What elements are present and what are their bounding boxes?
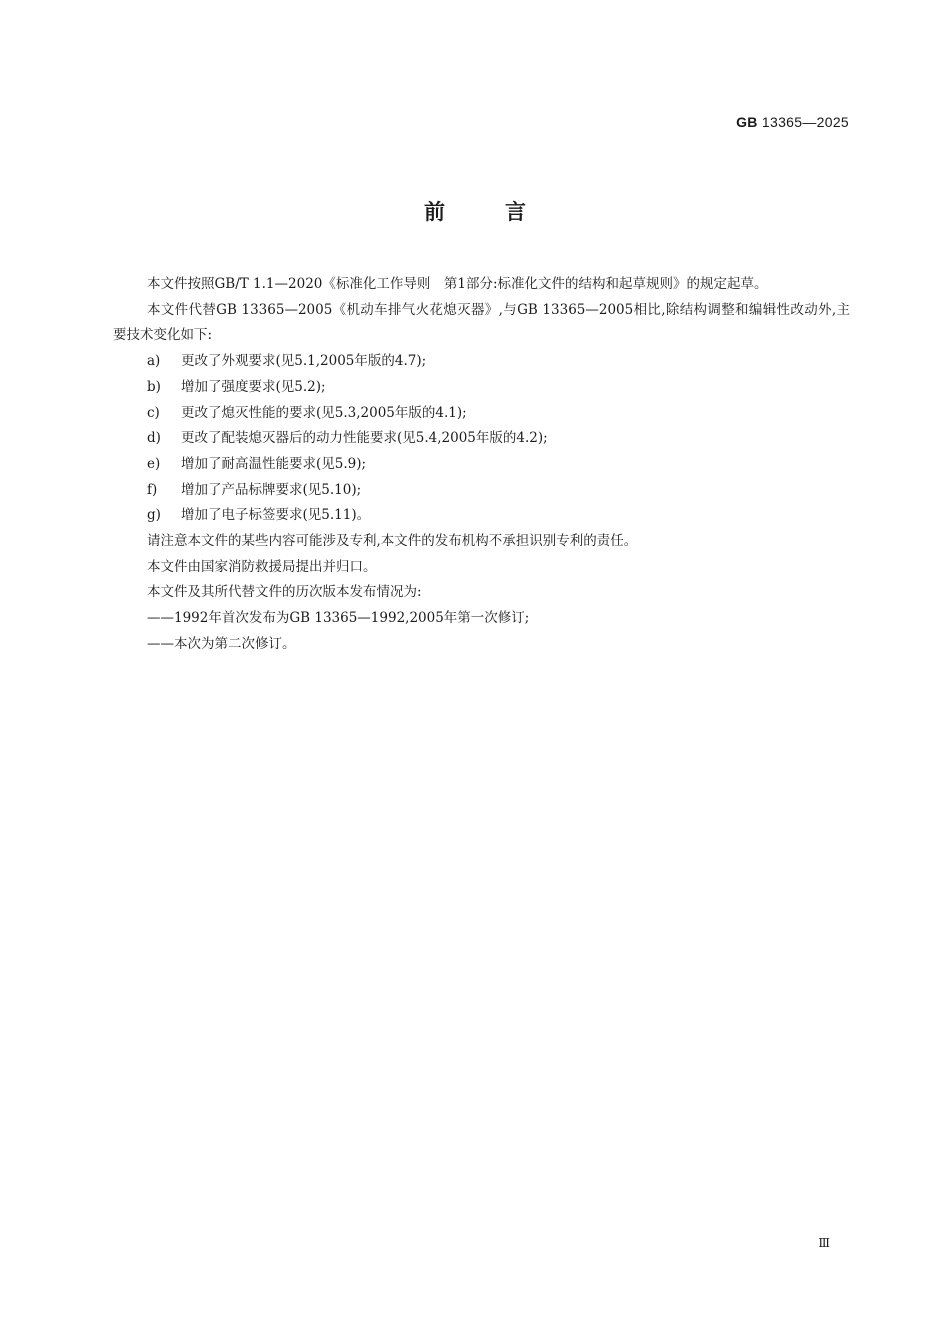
list-marker: e): [147, 455, 161, 472]
page-number: Ⅲ: [818, 1236, 830, 1250]
list-item: [113, 478, 850, 504]
list-marker: b): [147, 378, 161, 395]
list-item-text: 增加了耐高温性能要求(见5.9);: [181, 455, 367, 472]
list-marker: c): [147, 404, 160, 421]
paragraph-replacement: 本文件代替GB 13365—2005《机动车排气火花熄灭器》,与GB 13365—2005相比,除结构调整和编辑性改动外,主要技术变化如下:: [113, 301, 850, 344]
list-item-text: 更改了外观要求(见5.1,2005年版的4.7);: [181, 353, 427, 370]
paragraph-history-intro: 本文件及其所代替文件的历次版本发布情况为:: [147, 584, 422, 601]
list-item: [113, 426, 850, 452]
standard-number: [736, 114, 849, 130]
list-item: [113, 375, 850, 401]
paragraph-patent-notice: 请注意本文件的某些内容可能涉及专利,本文件的发布机构不承担识别专利的责任。: [147, 533, 638, 550]
list-marker: f): [147, 481, 158, 498]
list-item-text: 更改了配装熄灭器后的动力性能要求(见5.4,2005年版的4.2);: [181, 430, 548, 447]
list-item: [113, 503, 850, 529]
page-title: 前言: [424, 200, 586, 224]
standard-code: 13365—2025: [761, 114, 849, 130]
paragraph-history-first: ——1992年首次发布为GB 13365—1992,2005年第一次修订;: [147, 610, 530, 627]
list-item-text: 更改了熄灭性能的要求(见5.3,2005年版的4.1);: [181, 404, 467, 421]
list-item-text: 增加了强度要求(见5.2);: [181, 378, 326, 395]
standard-prefix: GB: [736, 114, 758, 130]
paragraph-drafting-rules: 本文件按照GB/T 1.1—2020《标准化工作导则 第1部分:标准化文件的结构和起草规则》的规定起草。: [147, 276, 768, 292]
list-marker: g): [147, 507, 161, 524]
list-item-text: 增加了产品标牌要求(见5.10);: [181, 481, 362, 498]
list-item: [113, 452, 850, 478]
paragraph-proposer: 本文件由国家消防救援局提出并归口。: [147, 558, 377, 575]
paragraph-history-second: ——本次为第二次修订。: [147, 635, 296, 652]
list-marker: d): [147, 430, 161, 447]
list-item: [113, 349, 850, 375]
list-marker: a): [147, 353, 161, 370]
changes-list: [113, 349, 850, 529]
foreword-body: [113, 272, 850, 658]
list-item-text: 增加了电子标签要求(见5.11)。: [181, 507, 371, 524]
list-item: [113, 401, 850, 427]
